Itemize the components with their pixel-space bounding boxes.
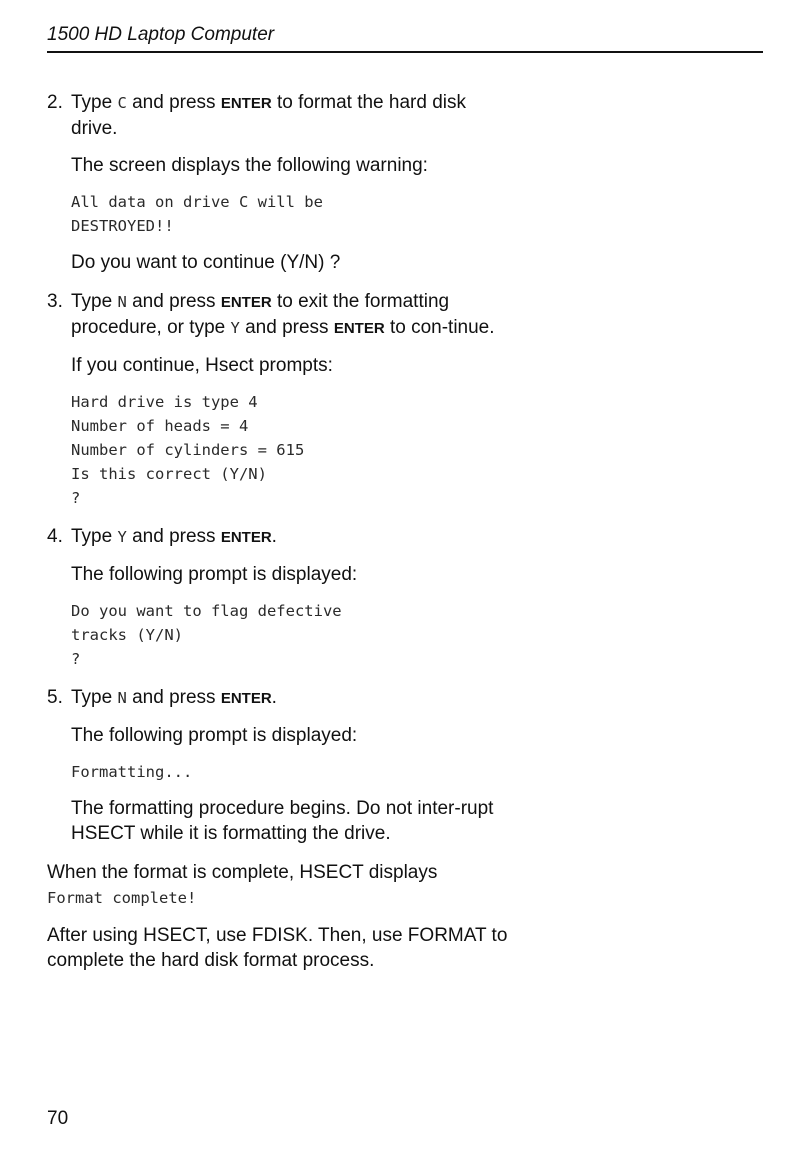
step-instruction	[71, 90, 517, 141]
step-number: 2.	[47, 92, 63, 113]
command-text: C	[117, 94, 127, 112]
completion-paragraph	[47, 860, 517, 911]
step-instruction	[71, 524, 517, 550]
completion-message: Format complete!	[47, 889, 197, 907]
text: .	[271, 526, 277, 547]
step-description: The screen displays the following warning:	[71, 155, 428, 176]
command-text: N	[117, 689, 127, 707]
text: to con-tinue.	[384, 317, 495, 338]
completion-text: When the format is complete, HSECT displays	[47, 862, 438, 883]
step-number: 5.	[47, 687, 63, 708]
text: Type	[71, 526, 118, 547]
key-name: ENTER	[333, 320, 385, 337]
text: and press	[126, 92, 221, 113]
text: and press	[126, 687, 221, 708]
code-line: ?	[71, 650, 81, 668]
step-5	[47, 685, 517, 846]
text: to format the hard disk drive.	[71, 92, 466, 139]
step-description: The following prompt is displayed:	[71, 725, 358, 746]
step-3	[47, 289, 517, 510]
step-description: The following prompt is displayed:	[71, 564, 358, 585]
screen-output	[71, 390, 517, 510]
code-line: ?	[71, 489, 81, 507]
step-2	[47, 90, 517, 275]
page-number: 70	[47, 1108, 69, 1129]
key-name: ENTER	[220, 294, 272, 311]
command-text: Y	[230, 319, 240, 337]
key-name: ENTER	[220, 529, 272, 546]
text: to exit the formatting procedure, or type	[71, 291, 450, 338]
step-instruction	[71, 289, 517, 341]
step-prompt: Do you want to continue (Y/N) ?	[71, 252, 341, 273]
code-line: tracks (Y/N)	[71, 626, 183, 644]
screen-output	[71, 760, 517, 784]
code-line: DESTROYED!!	[71, 217, 174, 235]
code-line: Hard drive is type 4	[71, 393, 258, 411]
text: Type	[71, 291, 118, 312]
step-note: The formatting procedure begins. Do not inter-rupt HSECT while it is formatting the drive.	[71, 798, 494, 844]
step-description: If you continue, Hsect prompts:	[71, 355, 333, 376]
code-line: All data on drive C will be	[71, 193, 323, 211]
text: Type	[71, 92, 118, 113]
text: and press	[239, 317, 334, 338]
key-name: ENTER	[220, 95, 272, 112]
text: and press	[126, 526, 221, 547]
running-header: 1500 HD Laptop Computer	[47, 22, 763, 53]
text: Type	[71, 687, 118, 708]
code-line: Number of cylinders = 615	[71, 441, 305, 459]
step-number: 3.	[47, 291, 63, 312]
next-steps-paragraph: After using HSECT, use FDISK. Then, use FORMAT to complete the hard disk format process.	[47, 925, 508, 971]
key-name: ENTER	[220, 690, 272, 707]
screen-output	[71, 599, 517, 671]
code-line: Formatting...	[71, 763, 193, 781]
code-line: Do you want to flag defective	[71, 602, 342, 620]
step-4	[47, 524, 517, 671]
step-number: 4.	[47, 526, 63, 547]
page-body	[47, 90, 517, 985]
text: and press	[126, 291, 221, 312]
code-line: Number of heads = 4	[71, 417, 249, 435]
command-text: Y	[117, 528, 127, 546]
step-instruction	[71, 685, 517, 711]
command-text: N	[117, 293, 127, 311]
code-line: Is this correct (Y/N)	[71, 465, 267, 483]
screen-output	[71, 190, 517, 238]
text: .	[271, 687, 277, 708]
